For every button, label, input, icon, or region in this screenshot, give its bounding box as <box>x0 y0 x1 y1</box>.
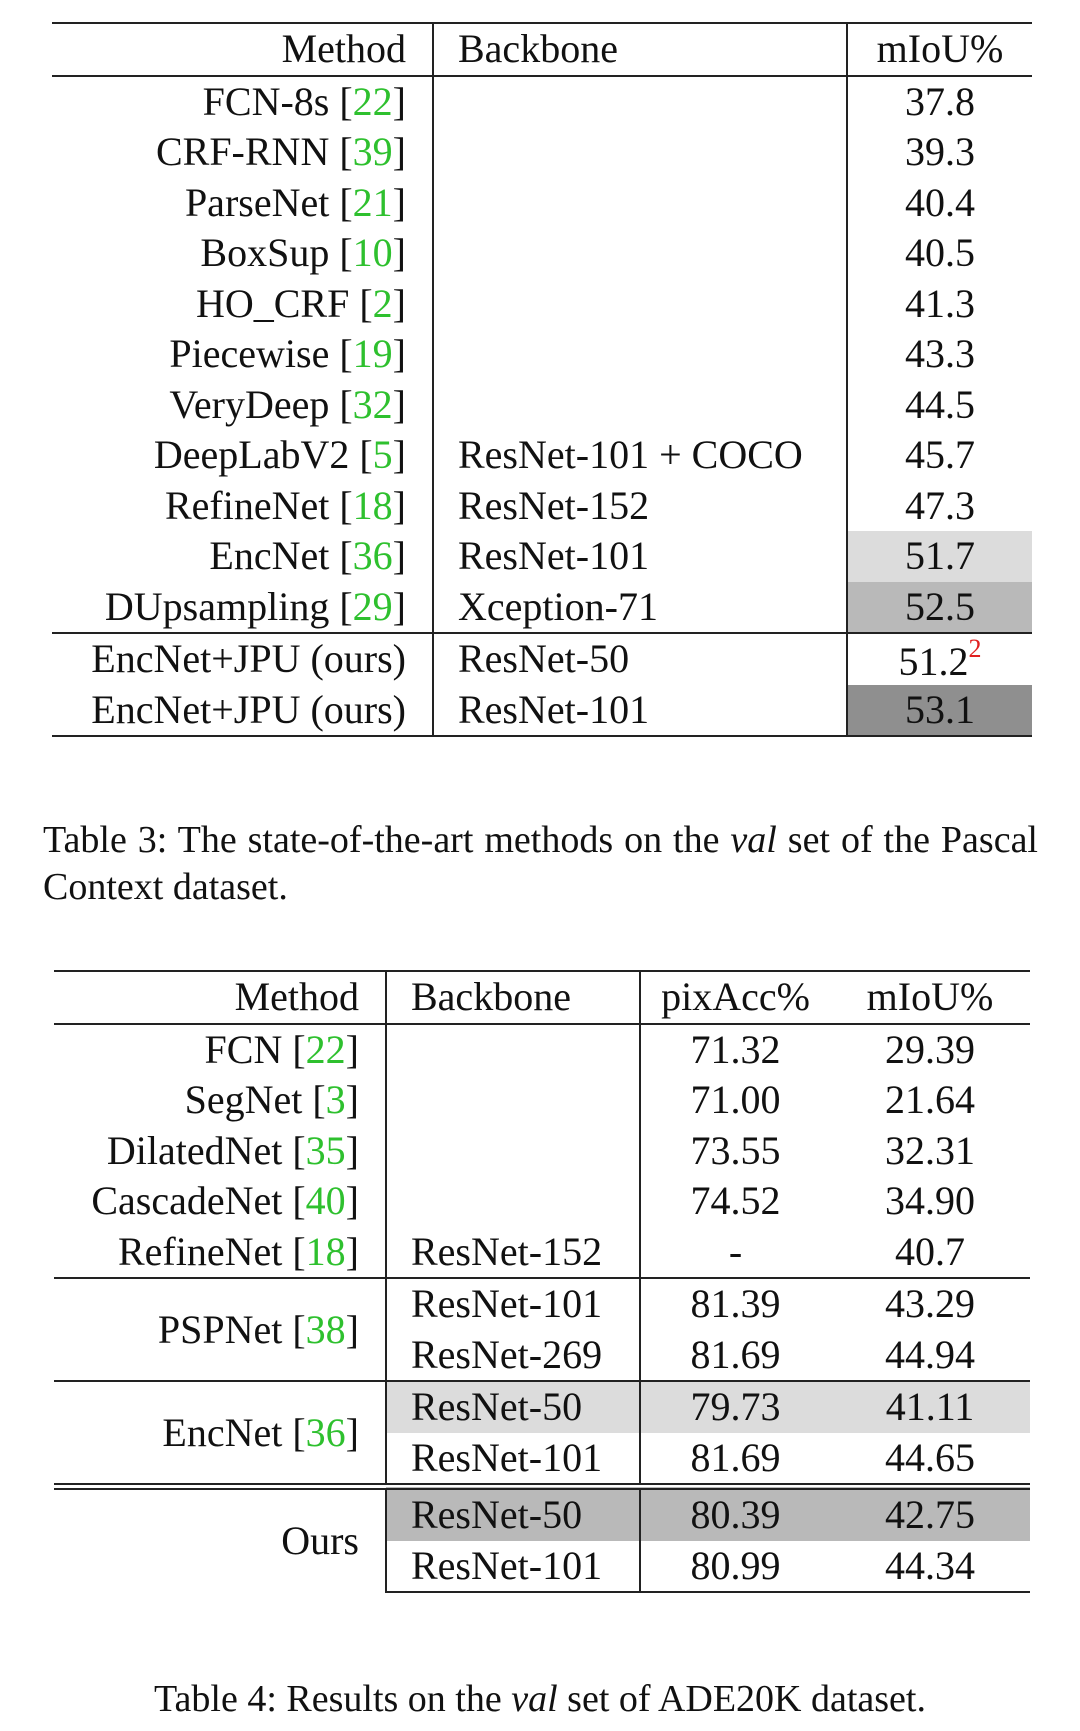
pixacc-cell: 71.00 <box>690 1077 781 1123</box>
table-row <box>52 531 1032 582</box>
table-row <box>52 178 1032 229</box>
backbone-cell: ResNet-50 <box>433 633 847 685</box>
table-row <box>52 430 1032 481</box>
table-row <box>52 228 1032 279</box>
backbone-cell: ResNet-101 <box>386 1541 640 1593</box>
table-row <box>54 1024 1030 1076</box>
backbone-cell <box>433 380 847 431</box>
citation-link[interactable]: 10 <box>352 230 393 276</box>
method-cell: EncNet [36] <box>54 1381 386 1487</box>
table-row <box>54 1176 1030 1227</box>
method-cell: BoxSup [10] <box>52 228 433 279</box>
backbone-header: Backbone <box>433 23 847 76</box>
method-cell: CRF-RNN [39] <box>52 127 433 178</box>
pascal-context-results-table <box>52 22 1032 737</box>
backbone-cell <box>433 228 847 279</box>
citation-link[interactable]: 35 <box>305 1127 346 1173</box>
method-cell: RefineNet [18] <box>54 1227 386 1279</box>
backbone-cell: ResNet-101 <box>386 1278 640 1330</box>
method-cell: DilatedNet [35] <box>54 1126 386 1177</box>
method-cell: EncNet+JPU (ours) <box>52 633 433 685</box>
method-header: Method <box>54 971 386 1024</box>
method-header: Method <box>52 23 433 76</box>
citation-link[interactable]: 36 <box>352 533 393 579</box>
pixacc-cell: 81.69 <box>690 1434 781 1480</box>
method-cell: SegNet [3] <box>54 1075 386 1126</box>
miou-cell: 51.7 <box>847 531 1032 582</box>
pixacc-cell: 73.55 <box>690 1127 781 1173</box>
table-row <box>54 1126 1030 1177</box>
method-cell: DUpsampling [29] <box>52 582 433 634</box>
method-cell: FCN-8s [22] <box>52 76 433 128</box>
table-row <box>54 1075 1030 1126</box>
backbone-cell: ResNet-101 <box>386 1433 640 1487</box>
miou-cell: 51.2$^2$ <box>847 633 1032 685</box>
miou-cell: 43.3 <box>905 331 975 377</box>
citation-link[interactable]: 40 <box>305 1178 346 1224</box>
pixacc-cell: 74.52 <box>690 1178 781 1224</box>
miou-header: mIoU% <box>847 23 1032 76</box>
miou-cell: 32.31 <box>885 1127 975 1173</box>
miou-cell: 40.7 <box>895 1228 965 1274</box>
pixacc-cell: 81.69 <box>690 1331 781 1377</box>
miou-cell: 21.64 <box>885 1077 975 1123</box>
method-cell: PSPNet [38] <box>54 1278 386 1381</box>
miou-cell: 37.8 <box>905 78 975 124</box>
table-row <box>52 685 1032 737</box>
backbone-cell: ResNet-101 <box>433 685 847 737</box>
pixacc-cell: - <box>728 1228 743 1274</box>
miou-header: mIoU% <box>830 971 1030 1024</box>
miou-cell: 42.75 <box>830 1487 1030 1541</box>
table-row <box>52 76 1032 128</box>
backbone-cell: ResNet-101 <box>433 531 847 582</box>
citation-link[interactable]: 19 <box>352 331 393 377</box>
backbone-header: Backbone <box>386 971 640 1024</box>
method-cell: HO_CRF [2] <box>52 279 433 330</box>
table3-caption: Table 3: The state-of-the-art methods on the val set of the Pascal Context dataset. <box>43 819 1038 908</box>
table-row <box>54 1227 1030 1279</box>
method-cell: RefineNet [18] <box>52 481 433 532</box>
table-row <box>52 279 1032 330</box>
table-row <box>52 633 1032 685</box>
miou-cell: 39.3 <box>905 129 975 175</box>
backbone-cell <box>433 178 847 229</box>
pixacc-header: pixAcc% <box>640 971 830 1024</box>
pixacc-cell: 80.99 <box>640 1541 830 1593</box>
miou-cell: 44.94 <box>885 1331 975 1377</box>
table-row <box>54 1487 1030 1541</box>
miou-cell: 52.5 <box>847 582 1032 634</box>
method-cell: Ours <box>54 1487 386 1593</box>
method-cell: VeryDeep [32] <box>52 380 433 431</box>
citation-link[interactable]: 22 <box>352 78 393 124</box>
miou-cell: 44.5 <box>905 381 975 427</box>
backbone-cell: ResNet-50 <box>386 1381 640 1433</box>
pixacc-cell: 81.39 <box>640 1278 830 1330</box>
backbone-cell <box>386 1075 640 1126</box>
method-cell: ParseNet [21] <box>52 178 433 229</box>
miou-cell: 41.3 <box>905 280 975 326</box>
citation-link[interactable]: 32 <box>352 381 393 427</box>
backbone-cell: ResNet-269 <box>386 1330 640 1382</box>
pixacc-cell: 79.73 <box>640 1381 830 1433</box>
miou-cell: 34.90 <box>885 1178 975 1224</box>
backbone-cell <box>433 76 847 128</box>
table-row <box>52 582 1032 634</box>
citation-link[interactable]: 3 <box>325 1077 346 1123</box>
backbone-cell <box>386 1024 640 1076</box>
method-cell: DeepLabV2 [5] <box>52 430 433 481</box>
miou-cell: 40.5 <box>905 230 975 276</box>
miou-cell: 41.11 <box>830 1381 1030 1433</box>
method-cell: EncNet [36] <box>52 531 433 582</box>
miou-cell: 44.34 <box>830 1541 1030 1593</box>
method-cell: Piecewise [19] <box>52 329 433 380</box>
table-row <box>52 481 1032 532</box>
citation-link[interactable]: 29 <box>352 583 393 629</box>
pixacc-cell: 80.39 <box>640 1487 830 1541</box>
backbone-cell: ResNet-152 <box>433 481 847 532</box>
table-header-row <box>52 23 1032 76</box>
miou-cell: 43.29 <box>830 1278 1030 1330</box>
backbone-cell: ResNet-152 <box>386 1227 640 1279</box>
citation-link[interactable]: 38 <box>305 1306 346 1352</box>
miou-cell: 45.7 <box>905 432 975 478</box>
miou-cell: 40.4 <box>905 179 975 225</box>
citation-link[interactable]: 36 <box>305 1409 346 1455</box>
backbone-cell <box>433 127 847 178</box>
citation-link[interactable]: 21 <box>352 179 393 225</box>
backbone-cell <box>433 279 847 330</box>
table-row <box>52 127 1032 178</box>
citation-link[interactable]: 39 <box>352 129 393 175</box>
citation-link[interactable]: 5 <box>372 432 393 478</box>
ade20k-results-table <box>54 970 1030 1593</box>
footnote-marker[interactable]: 2 <box>968 634 982 664</box>
citation-link[interactable]: 18 <box>352 482 393 528</box>
backbone-cell: ResNet-50 <box>386 1487 640 1541</box>
method-cell: EncNet+JPU (ours) <box>52 685 433 737</box>
backbone-cell <box>386 1176 640 1227</box>
table-row <box>54 1278 1030 1330</box>
backbone-cell: Xception-71 <box>433 582 847 634</box>
miou-cell: 29.39 <box>885 1026 975 1072</box>
table4-caption: Table 4: Results on the val set of ADE20K dataset. <box>154 1678 926 1720</box>
miou-cell: 44.65 <box>885 1434 975 1480</box>
citation-link[interactable]: 18 <box>305 1228 346 1274</box>
citation-link[interactable]: 22 <box>305 1026 346 1072</box>
miou-cell: 53.1 <box>847 685 1032 737</box>
table-row <box>52 380 1032 431</box>
backbone-cell <box>433 329 847 380</box>
table-header-row <box>54 971 1030 1024</box>
backbone-cell: ResNet-101 + COCO <box>433 430 847 481</box>
backbone-cell <box>386 1126 640 1177</box>
table-row <box>54 1381 1030 1433</box>
miou-cell: 47.3 <box>905 482 975 528</box>
method-cell: FCN [22] <box>54 1024 386 1076</box>
citation-link[interactable]: 2 <box>372 280 393 326</box>
method-cell: CascadeNet [40] <box>54 1176 386 1227</box>
pixacc-cell: 71.32 <box>690 1026 781 1072</box>
table-row <box>52 329 1032 380</box>
